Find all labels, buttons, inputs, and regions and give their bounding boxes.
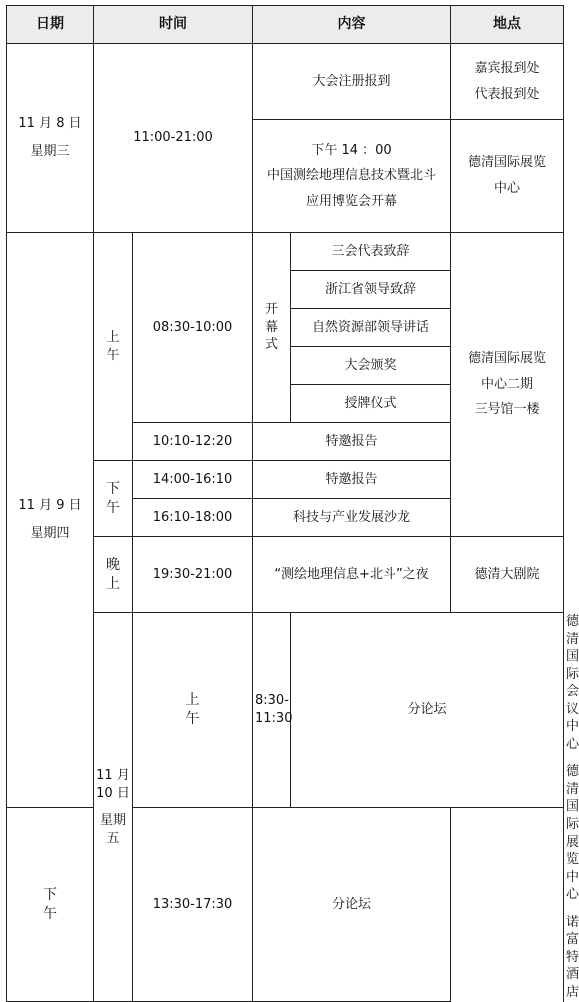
day2-row-ceremony-1 — [7, 233, 564, 271]
day2-slot5-content: “测绘地理信息+北斗”之夜 — [253, 537, 451, 613]
opening-time: 下午 14 ：00 — [311, 142, 392, 158]
afternoon-char-2: 午 — [43, 905, 57, 922]
day2-evening-label — [94, 537, 133, 613]
afternoon-char-2: 午 — [106, 499, 120, 516]
day2-evening-location: 德清大剧院 — [451, 537, 564, 613]
day3-row-afternoon — [7, 807, 564, 1002]
opening-title-line2: 应用博览会开幕 — [305, 193, 397, 209]
afternoon-char-1: 下 — [106, 480, 120, 497]
schedule-table — [6, 5, 579, 1002]
day2-main-location — [451, 233, 564, 537]
day3-weekday: 星期五 — [99, 813, 126, 846]
morning-char-1: 上 — [185, 691, 200, 708]
ceremony-char-2: 幕 — [264, 319, 278, 335]
day2-slot4-time: 16:10-18:00 — [133, 499, 253, 537]
day1-date-cell — [7, 44, 94, 233]
header-date: 日期 — [7, 6, 94, 44]
day3-slot1-content: 分论坛 — [291, 613, 564, 808]
afternoon-char-1: 下 — [43, 886, 57, 903]
day1-time: 11:00-21:00 — [94, 44, 253, 233]
day3-afternoon-label — [7, 807, 94, 1002]
day1-registration: 大会注册报到 — [253, 44, 451, 120]
day2-slot2-content: 特邀报告 — [253, 423, 451, 461]
day3-slot1-time: 8:30-11:30 — [253, 613, 291, 808]
main-location-line3: 三号馆一楼 — [474, 402, 540, 418]
day2-date-cell — [7, 233, 94, 808]
day2-weekday: 星期四 — [30, 525, 70, 541]
opening-title-line1: 中国测绘地理信息技术暨北斗 — [266, 168, 436, 184]
reg-location-guest: 嘉宾报到处 — [474, 60, 540, 76]
header-location: 地点 — [451, 6, 564, 44]
day2-date: 11 月 9 日 — [18, 498, 82, 514]
opening-location-line1: 德清国际展览 — [467, 155, 546, 171]
ceremony-item: 授牌仪式 — [291, 385, 451, 423]
evening-char-2: 上 — [106, 575, 120, 592]
day1-reg-location — [451, 44, 564, 120]
day1-date: 11 月 8 日 — [18, 116, 82, 132]
day3-date-cell — [94, 613, 133, 1002]
ceremony-item: 浙江省领导致辞 — [291, 271, 451, 309]
morning-char-2: 午 — [185, 710, 200, 727]
morning-char-1: 上 — [106, 329, 120, 345]
day3-row-morning: 11 月 10 日 星期五 上 午 8:30-11:30 分论坛 德清国际会议中心 德清国际展览中心 诺富特酒店 — [7, 613, 564, 808]
day2-morning-label — [94, 233, 133, 461]
ceremony-item: 三会代表致辞 — [291, 233, 451, 271]
day2-slot2-time: 10:10-12:20 — [133, 423, 253, 461]
ceremony-char-3: 式 — [264, 337, 278, 353]
day3-date: 11 月 10 日 — [96, 768, 130, 801]
day2-slot5-time: 19:30-21:00 — [133, 537, 253, 613]
day2-slot1-time: 08:30-10:00 — [133, 233, 253, 423]
day2-slot4-content: 科技与产业发展沙龙 — [253, 499, 451, 537]
opening-location-line2: 中心 — [493, 181, 520, 196]
main-location-line2: 中心二期 — [480, 376, 533, 392]
day2-afternoon-label — [94, 461, 133, 537]
header-row — [7, 6, 564, 44]
day3-morning-label — [133, 613, 253, 808]
day1-opening — [253, 120, 451, 233]
day3-slot2-content: 分论坛 — [253, 807, 451, 1002]
morning-char-2: 午 — [106, 347, 120, 363]
ceremony-item: 自然资源部领导讲话 — [291, 309, 451, 347]
header-content: 内容 — [253, 6, 451, 44]
ceremony-item: 大会颁奖 — [291, 347, 451, 385]
header-time: 时间 — [94, 6, 253, 44]
main-location-line1: 德清国际展览 — [467, 351, 546, 367]
day3-slot2-time: 13:30-17:30 — [133, 807, 253, 1002]
reg-location-delegate: 代表报到处 — [474, 86, 540, 102]
day1-opening-location — [451, 120, 564, 233]
day2-slot3-time: 14:00-16:10 — [133, 461, 253, 499]
day2-slot3-content: 特邀报告 — [253, 461, 451, 499]
day1-row-registration — [7, 44, 564, 120]
day1-weekday: 星期三 — [30, 144, 70, 159]
evening-char-1: 晚 — [106, 556, 120, 573]
ceremony-label — [253, 233, 291, 423]
ceremony-char-1: 开 — [264, 302, 278, 318]
